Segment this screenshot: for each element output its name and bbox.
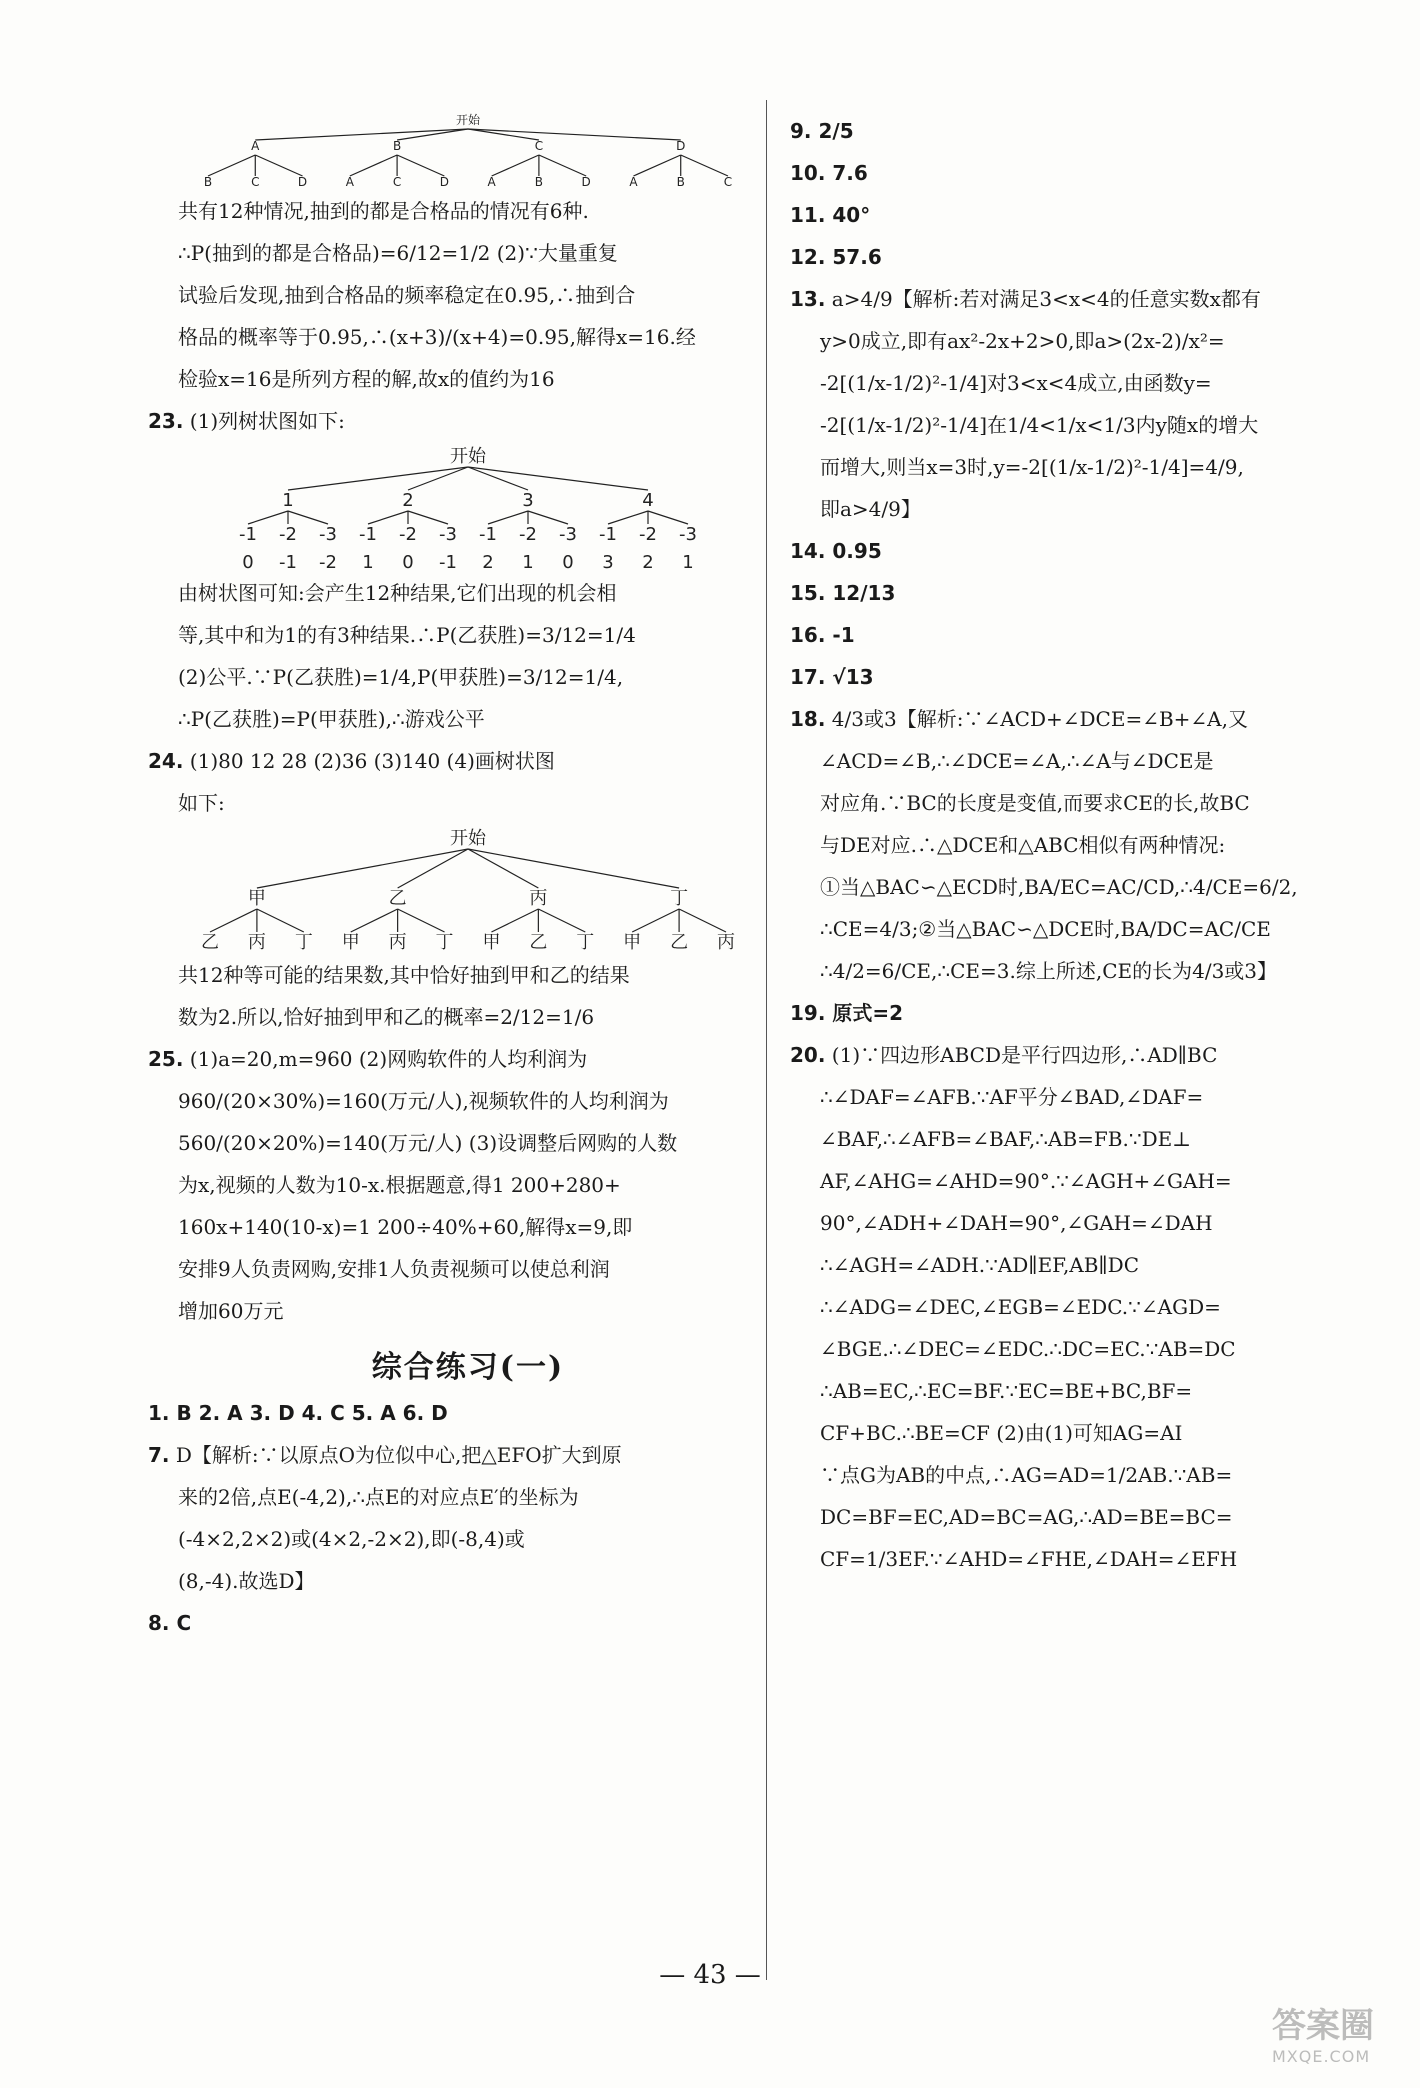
text-line: 格品的概率等于0.95,∴(x+3)/(x+4)=0.95,解得x=16.经	[178, 325, 696, 349]
tree-node-label: 3	[522, 490, 534, 511]
answer-line: 11. 40°	[790, 203, 871, 227]
tree-branch	[397, 155, 444, 176]
tree-branch	[255, 155, 302, 176]
question-20	[790, 1034, 1410, 1076]
text-line: 560/(20×20%)=140(万元/人) (3)设调整后网购的人数	[178, 1131, 678, 1155]
tree-branch	[288, 511, 328, 524]
question-number: 7.	[148, 1443, 170, 1467]
tree-node-label: 丁	[670, 888, 689, 909]
tree-leaf-label: 甲	[482, 932, 501, 953]
tree-node-label: A	[251, 139, 260, 153]
text-line: 来的2倍,点E(-4,2),∴点E的对应点E′的坐标为	[178, 1485, 579, 1509]
question-number: 18.	[790, 707, 826, 731]
tree-leaf-label: -2	[279, 524, 297, 545]
tree-leaf-label: C	[251, 175, 260, 189]
tree-diagram-numbers	[228, 442, 708, 572]
text-line: 4/3或3【解析:∵∠ACD+∠DCE=∠B+∠A,又	[831, 707, 1248, 731]
tree-leaf-label: -3	[319, 524, 337, 545]
tree-leaf-label: D	[297, 175, 308, 189]
text-line: -2[(1/x-1/2)²-1/4]在1/4<1/x<1/3内y随x的增大	[820, 413, 1259, 437]
tree-sum-label: 0	[402, 552, 414, 572]
tree-leaf-label: 丁	[294, 932, 313, 953]
text-line: ∠BGE.∴∠DEC=∠EDC.∴DC=EC.∵AB=DC	[820, 1337, 1236, 1361]
tree-leaf-label: 丙	[247, 932, 266, 953]
text-line: (2)公平.∵P(乙获胜)=1/4,P(甲获胜)=3/12=1/4,	[178, 665, 624, 689]
tree-leaf-label: 丙	[717, 932, 735, 953]
tree-node-label: C	[534, 139, 544, 153]
tree-diagram-letters	[188, 110, 748, 190]
answer-line: 16. -1	[790, 623, 855, 647]
question-number: 13.	[790, 287, 826, 311]
tree-diagram-people	[188, 824, 748, 954]
text-line: 960/(20×30%)=160(万元/人),视频软件的人均利润为	[178, 1089, 669, 1113]
column-divider	[766, 100, 767, 1980]
answer-line: 19. 原式=2	[790, 1001, 904, 1025]
text-line: DC=BF=EC,AD=BC=AG,∴AD=BE=BC=	[820, 1505, 1233, 1529]
text-line: (1)80 12 28 (2)36 (3)140 (4)画树状图	[189, 749, 555, 773]
tree-sum-label: 1	[362, 552, 374, 572]
question-number: 25.	[148, 1047, 184, 1071]
watermark-logo	[1272, 1998, 1392, 2068]
tree-leaf-label: -1	[599, 524, 617, 545]
tree-sum-label: 2	[642, 552, 654, 572]
text-line: 即a>4/9】	[820, 497, 921, 521]
tree-branch	[257, 909, 304, 932]
tree-root-label: 开始	[450, 446, 486, 467]
tree-branch	[408, 511, 448, 524]
tree-sum-label: 1	[682, 552, 694, 572]
tree-sum-label: 0	[562, 552, 574, 572]
watermark-url: MXQE.COM	[1272, 2047, 1371, 2066]
tree-branch	[398, 849, 468, 888]
tree-branch	[538, 909, 585, 932]
text-line: (1)列树状图如下:	[189, 409, 345, 433]
tree-sum-label: -1	[279, 552, 297, 572]
question-number: 24.	[148, 749, 184, 773]
tree-leaf-label: -3	[559, 524, 577, 545]
tree-leaf-label: 甲	[623, 932, 642, 953]
tree-leaf-label: C	[723, 175, 733, 189]
text-line: y>0成立,即有ax²-2x+2>0,即a>(2x-2)/x²=	[820, 329, 1225, 353]
tree-sum-label: 2	[482, 552, 494, 572]
tree-node-label: 1	[282, 490, 294, 511]
tree-leaf-label: -1	[239, 524, 257, 545]
tree-branch	[632, 909, 679, 932]
tree-leaf-label: B	[676, 175, 685, 189]
tree-root-label: 开始	[455, 113, 481, 127]
text-line: 由树状图可知:会产生12种结果,它们出现的机会相	[178, 581, 617, 605]
text-line: ∠ACD=∠B,∴∠DCE=∠A,∴∠A与∠DCE是	[820, 749, 1214, 773]
tree-sum-label: 3	[602, 552, 614, 572]
text-line: 与DE对应.∴△DCE和△ABC相似有两种情况:	[820, 833, 1226, 857]
answer-line: 12. 57.6	[790, 245, 882, 269]
text-line: ∵点G为AB的中点,∴AG=AD=1/2AB.∵AB=	[820, 1463, 1233, 1487]
tree-branch	[681, 155, 728, 176]
tree-node-label: 甲	[247, 888, 266, 909]
tree-leaf-label: 乙	[670, 932, 689, 953]
tree-sum-label: -2	[319, 552, 337, 572]
tree-leaf-label: 乙	[201, 932, 219, 953]
text-line: 为x,视频的人数为10-x.根据题意,得1 200+280+	[178, 1173, 621, 1197]
question-7	[148, 1434, 758, 1476]
tree-leaf-label: D	[439, 175, 449, 189]
text-line: ∴∠DAF=∠AFB.∵AF平分∠BAD,∠DAF=	[820, 1085, 1204, 1109]
text-line: (-4×2,2×2)或(4×2,-2×2),即(-8,4)或	[178, 1527, 525, 1551]
answer-line: 8. C	[148, 1611, 192, 1635]
tree-branch	[528, 511, 568, 524]
tree-leaf-label: D	[581, 175, 591, 189]
tree-branch	[468, 467, 648, 490]
tree-leaf-label: B	[534, 175, 544, 189]
text-line: ①当△BAC∽△ECD时,BA/EC=AC/CD,∴4/CE=6/2,	[820, 875, 1298, 899]
text-line: 安排9人负责网购,安排1人负责视频可以使总利润	[178, 1257, 610, 1281]
tree-branch	[398, 909, 445, 932]
tree-branch	[368, 511, 408, 524]
section-title: 综合练习(一)	[371, 1350, 565, 1385]
tree-branch	[468, 849, 679, 888]
tree-node-label: 丙	[529, 888, 548, 909]
tree-root-label: 开始	[450, 828, 486, 849]
tree-node-label: 2	[402, 490, 414, 511]
tree-branch	[351, 909, 398, 932]
text-line: 如下:	[178, 791, 225, 815]
tree-leaf-label: -2	[399, 524, 417, 545]
tree-leaf-label: B	[203, 175, 213, 189]
question-number: 23.	[148, 409, 184, 433]
text-line: 90°,∠ADH+∠DAH=90°,∠GAH=∠DAH	[820, 1211, 1213, 1235]
tree-leaf-label: -3	[439, 524, 457, 545]
text-line: ∠BAF,∴∠AFB=∠BAF,∴AB=FB.∵DE⊥	[820, 1127, 1192, 1151]
question-number: 20.	[790, 1043, 826, 1067]
tree-node-label: 乙	[388, 888, 407, 909]
text-line: (1)∵四边形ABCD是平行四边形,∴AD∥BC	[831, 1043, 1218, 1067]
tree-node-label: D	[676, 139, 686, 153]
tree-branch	[539, 155, 586, 176]
text-line: ∴∠ADG=∠DEC,∠EGB=∠EDC.∵∠AGD=	[820, 1295, 1221, 1319]
text-line: 共有12种情况,抽到的都是合格品的情况有6种.	[178, 199, 589, 223]
text-line: AF,∠AHG=∠AHD=90°.∵∠AGH+∠GAH=	[820, 1169, 1232, 1193]
tree-leaf-label: -2	[639, 524, 657, 545]
answer-line: 17. √13	[790, 665, 874, 689]
tree-leaf-label: 甲	[341, 932, 360, 953]
question-23	[148, 400, 758, 442]
text-line: a>4/9【解析:若对满足3<x<4的任意实数x都有	[831, 287, 1261, 311]
tree-sum-label: 0	[242, 552, 254, 572]
text-line: 对应角.∵BC的长度是变值,而要求CE的长,故BC	[820, 791, 1250, 815]
text-line: ∴CE=4/3;②当△BAC∽△DCE时,BA/DC=AC/CE	[820, 917, 1271, 941]
text-line: 试验后发现,抽到合格品的频率稳定在0.95,∴抽到合	[178, 283, 636, 307]
text-line: ∴P(乙获胜)=P(甲获胜),∴游戏公平	[178, 707, 485, 731]
text-line: (8,-4).故选D】	[178, 1569, 315, 1593]
tree-node-label: B	[392, 139, 402, 153]
tree-leaf-label: -1	[479, 524, 497, 545]
tree-branch	[633, 155, 680, 176]
tree-leaf-label: C	[392, 175, 402, 189]
answer-line: 10. 7.6	[790, 161, 868, 185]
tree-leaf-label: -3	[679, 524, 697, 545]
tree-node-label: 4	[642, 490, 654, 511]
text-line: 增加60万元	[178, 1299, 284, 1323]
answer-line: 14. 0.95	[790, 539, 882, 563]
tree-branch	[208, 155, 255, 176]
question-24	[148, 740, 758, 782]
tree-branch	[468, 849, 538, 888]
tree-sum-label: 1	[522, 552, 534, 572]
text-line: CF=1/3EF.∵∠AHD=∠FHE,∠DAH=∠EFH	[820, 1547, 1238, 1571]
text-line: 160x+140(10-x)=1 200÷40%+60,解得x=9,即	[178, 1215, 633, 1239]
tree-branch	[248, 511, 288, 524]
question-13	[790, 278, 1410, 320]
answer-line: 15. 12/13	[790, 581, 896, 605]
text-line: 等,其中和为1的有3种结果.∴P(乙获胜)=3/12=1/4	[178, 623, 636, 647]
tree-leaf-label: -2	[519, 524, 537, 545]
page-number: — 43 —	[659, 1960, 761, 1990]
tree-leaf-label: 丙	[388, 932, 407, 953]
tree-leaf-label: A	[487, 175, 496, 189]
answer-line: 1. B 2. A 3. D 4. C 5. A 6. D	[148, 1401, 448, 1425]
text-line: 而增大,则当x=3时,y=-2[(1/x-1/2)²-1/4]=4/9,	[820, 455, 1244, 479]
tree-branch	[608, 511, 648, 524]
watermark-text: 答案圈	[1272, 2006, 1374, 2046]
tree-leaf-label: 乙	[529, 932, 548, 953]
tree-branch	[679, 909, 726, 932]
question-18	[790, 698, 1410, 740]
text-line: ∴4/2=6/CE,∴CE=3.综上所述,CE的长为4/3或3】	[820, 959, 1278, 983]
question-25	[148, 1038, 758, 1080]
tree-branch	[350, 155, 397, 176]
answer-line: 9. 2/5	[790, 119, 854, 143]
text-line: 共12种等可能的结果数,其中恰好抽到甲和乙的结果	[178, 963, 630, 987]
tree-branch	[210, 909, 257, 932]
tree-leaf-label: A	[629, 175, 638, 189]
tree-sum-label: -1	[439, 552, 457, 572]
text-line: CF+BC.∴BE=CF (2)由(1)可知AG=AI	[820, 1421, 1183, 1445]
tree-branch	[288, 467, 468, 490]
right-column	[790, 110, 1410, 1580]
tree-leaf-label: -1	[359, 524, 377, 545]
left-column	[148, 110, 758, 1644]
tree-branch	[257, 849, 468, 888]
tree-leaf-label: 丁	[576, 932, 595, 953]
tree-leaf-label: A	[345, 175, 354, 189]
text-line: 数为2.所以,恰好抽到甲和乙的概率=2/12=1/6	[178, 1005, 595, 1029]
text-line: ∴∠AGH=∠ADH.∵AD∥EF,AB∥DC	[820, 1253, 1140, 1277]
text-line: ∴AB=EC,∴EC=BF.∵EC=BE+BC,BF=	[820, 1379, 1193, 1403]
text-line: ∴P(抽到的都是合格品)=6/12=1/2 (2)∵大量重复	[178, 241, 618, 265]
tree-branch	[491, 909, 538, 932]
text-line: (1)a=20,m=960 (2)网购软件的人均利润为	[189, 1047, 588, 1071]
text-line: 检验x=16是所列方程的解,故x的值约为16	[178, 367, 555, 391]
tree-branch	[492, 155, 539, 176]
tree-branch	[648, 511, 688, 524]
text-line: -2[(1/x-1/2)²-1/4]对3<x<4成立,由函数y=	[820, 371, 1212, 395]
tree-branch	[488, 511, 528, 524]
text-line: D【解析:∵以原点O为位似中心,把△EFO扩大到原	[175, 1443, 622, 1467]
tree-leaf-label: 丁	[435, 932, 454, 953]
